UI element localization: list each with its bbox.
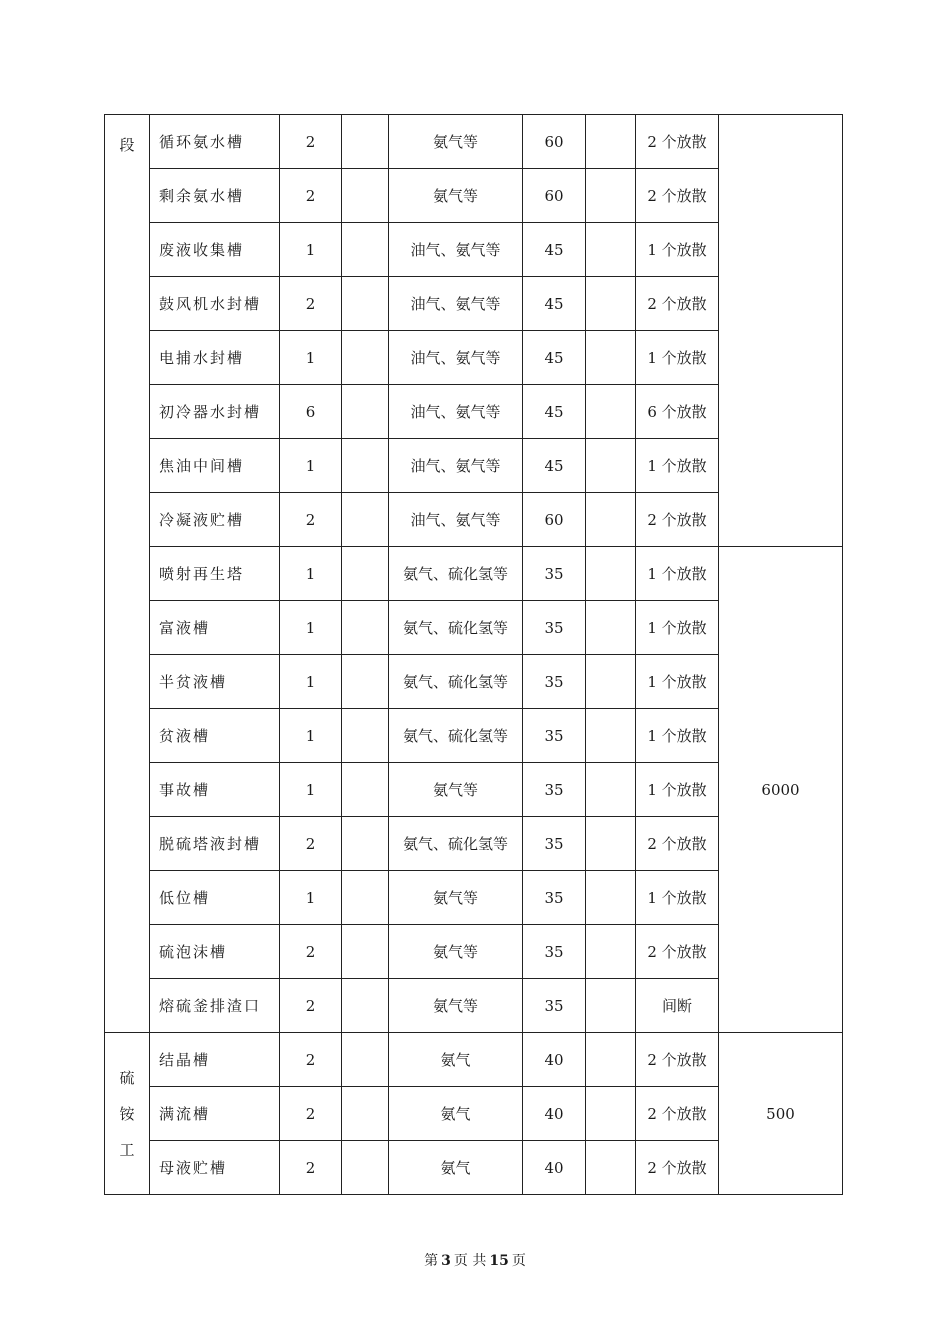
blank-cell <box>586 601 636 655</box>
name-cell: 富液槽 <box>150 601 280 655</box>
vent-cell: 2 个放散 <box>636 277 719 331</box>
temperature-cell: 40 <box>523 1141 586 1195</box>
gas-type-cell: 氨气等 <box>389 763 523 817</box>
vent-cell: 2 个放散 <box>636 1141 719 1195</box>
footer-suffix: 页 <box>511 1253 526 1269</box>
temperature-cell: 45 <box>523 439 586 493</box>
quantity-cell: 6 <box>280 385 342 439</box>
gas-type-cell: 油气、氨气等 <box>389 331 523 385</box>
blank-cell <box>342 385 389 439</box>
name-cell: 结晶槽 <box>150 1033 280 1087</box>
quantity-cell: 2 <box>280 1087 342 1141</box>
blank-cell <box>342 763 389 817</box>
vent-cell: 间断 <box>636 979 719 1033</box>
gas-type-cell: 氨气 <box>389 1033 523 1087</box>
table-row <box>105 115 843 169</box>
blank-cell <box>586 493 636 547</box>
gas-type-cell: 油气、氨气等 <box>389 439 523 493</box>
quantity-cell: 1 <box>280 331 342 385</box>
group-total-cell: 6000 <box>719 547 843 1033</box>
name-cell: 初冷器水封槽 <box>150 385 280 439</box>
temperature-cell: 35 <box>523 871 586 925</box>
quantity-cell: 1 <box>280 763 342 817</box>
name-cell: 循环氨水槽 <box>150 115 280 169</box>
blank-cell <box>586 439 636 493</box>
blank-cell <box>586 925 636 979</box>
blank-cell <box>586 115 636 169</box>
quantity-cell: 1 <box>280 439 342 493</box>
section-label <box>105 1033 150 1195</box>
name-cell: 满流槽 <box>150 1087 280 1141</box>
name-cell: 喷射再生塔 <box>150 547 280 601</box>
gas-type-cell: 油气、氨气等 <box>389 385 523 439</box>
quantity-cell: 1 <box>280 223 342 277</box>
temperature-cell: 45 <box>523 277 586 331</box>
vent-cell: 6 个放散 <box>636 385 719 439</box>
temperature-cell: 40 <box>523 1033 586 1087</box>
blank-cell <box>586 223 636 277</box>
temperature-cell: 35 <box>523 925 586 979</box>
name-cell: 母液贮槽 <box>150 1141 280 1195</box>
quantity-cell: 2 <box>280 493 342 547</box>
quantity-cell: 1 <box>280 871 342 925</box>
group-total-cell <box>719 115 843 547</box>
blank-cell <box>586 871 636 925</box>
vent-cell: 2 个放散 <box>636 493 719 547</box>
section-label-char: 段 <box>119 136 135 154</box>
section-label-char: 铵 <box>119 1104 135 1123</box>
blank-cell <box>342 601 389 655</box>
name-cell: 熔硫釜排渣口 <box>150 979 280 1033</box>
quantity-cell: 1 <box>280 601 342 655</box>
gas-type-cell: 氨气等 <box>389 115 523 169</box>
name-cell: 硫泡沫槽 <box>150 925 280 979</box>
quantity-cell: 2 <box>280 169 342 223</box>
blank-cell <box>342 439 389 493</box>
temperature-cell: 45 <box>523 385 586 439</box>
footer-page-number: 3 <box>441 1253 451 1269</box>
table-body <box>105 115 843 1195</box>
temperature-cell: 35 <box>523 763 586 817</box>
gas-type-cell: 氨气 <box>389 1087 523 1141</box>
gas-type-cell: 氨气等 <box>389 871 523 925</box>
vent-cell: 2 个放散 <box>636 169 719 223</box>
vent-cell: 1 个放散 <box>636 763 719 817</box>
blank-cell <box>342 1033 389 1087</box>
vent-cell: 2 个放散 <box>636 1087 719 1141</box>
group-total-cell: 500 <box>719 1033 843 1195</box>
name-cell: 剩余氨水槽 <box>150 169 280 223</box>
footer-prefix: 第 <box>424 1253 439 1269</box>
name-cell: 事故槽 <box>150 763 280 817</box>
blank-cell <box>586 385 636 439</box>
quantity-cell: 2 <box>280 817 342 871</box>
gas-type-cell: 氨气、硫化氢等 <box>389 817 523 871</box>
blank-cell <box>342 115 389 169</box>
quantity-cell: 2 <box>280 1033 342 1087</box>
section-label-char: 工 <box>119 1140 135 1159</box>
quantity-cell: 2 <box>280 979 342 1033</box>
vent-cell: 1 个放散 <box>636 331 719 385</box>
quantity-cell: 2 <box>280 925 342 979</box>
quantity-cell: 2 <box>280 115 342 169</box>
vent-cell: 1 个放散 <box>636 439 719 493</box>
blank-cell <box>342 979 389 1033</box>
vent-cell: 1 个放散 <box>636 223 719 277</box>
footer-total-pages: 15 <box>489 1253 509 1269</box>
blank-cell <box>586 331 636 385</box>
name-cell: 鼓风机水封槽 <box>150 277 280 331</box>
blank-cell <box>342 871 389 925</box>
table-row <box>105 547 843 601</box>
temperature-cell: 60 <box>523 115 586 169</box>
blank-cell <box>586 655 636 709</box>
blank-cell <box>342 1087 389 1141</box>
gas-type-cell: 油气、氨气等 <box>389 223 523 277</box>
vent-cell: 1 个放散 <box>636 709 719 763</box>
quantity-cell: 2 <box>280 1141 342 1195</box>
page-footer <box>0 1250 950 1270</box>
temperature-cell: 35 <box>523 817 586 871</box>
temperature-cell: 35 <box>523 655 586 709</box>
blank-cell <box>586 817 636 871</box>
name-cell: 半贫液槽 <box>150 655 280 709</box>
gas-type-cell: 氨气、硫化氢等 <box>389 709 523 763</box>
emission-source-table <box>104 114 843 1195</box>
name-cell: 冷凝液贮槽 <box>150 493 280 547</box>
name-cell: 低位槽 <box>150 871 280 925</box>
blank-cell <box>342 169 389 223</box>
blank-cell <box>342 817 389 871</box>
quantity-cell: 1 <box>280 547 342 601</box>
vent-cell: 2 个放散 <box>636 925 719 979</box>
temperature-cell: 40 <box>523 1087 586 1141</box>
vent-cell: 1 个放散 <box>636 547 719 601</box>
footer-mid: 页 共 <box>453 1253 487 1269</box>
gas-type-cell: 氨气 <box>389 1141 523 1195</box>
temperature-cell: 35 <box>523 547 586 601</box>
temperature-cell: 45 <box>523 223 586 277</box>
gas-type-cell: 氨气、硫化氢等 <box>389 601 523 655</box>
gas-type-cell: 氨气、硫化氢等 <box>389 547 523 601</box>
quantity-cell: 2 <box>280 277 342 331</box>
quantity-cell: 1 <box>280 709 342 763</box>
vent-cell: 1 个放散 <box>636 871 719 925</box>
blank-cell <box>342 547 389 601</box>
blank-cell <box>342 331 389 385</box>
vent-cell: 2 个放散 <box>636 115 719 169</box>
temperature-cell: 45 <box>523 331 586 385</box>
blank-cell <box>586 763 636 817</box>
table-row <box>105 1033 843 1087</box>
blank-cell <box>586 1033 636 1087</box>
vent-cell: 2 个放散 <box>636 817 719 871</box>
temperature-cell: 35 <box>523 709 586 763</box>
vent-cell: 1 个放散 <box>636 655 719 709</box>
blank-cell <box>586 709 636 763</box>
blank-cell <box>586 277 636 331</box>
gas-type-cell: 油气、氨气等 <box>389 493 523 547</box>
name-cell: 电捕水封槽 <box>150 331 280 385</box>
blank-cell <box>342 223 389 277</box>
blank-cell <box>586 547 636 601</box>
vent-cell: 2 个放散 <box>636 1033 719 1087</box>
blank-cell <box>586 169 636 223</box>
section-label-char: 硫 <box>119 1068 135 1087</box>
name-cell: 脱硫塔液封槽 <box>150 817 280 871</box>
gas-type-cell: 氨气等 <box>389 169 523 223</box>
name-cell: 废液收集槽 <box>150 223 280 277</box>
gas-type-cell: 氨气等 <box>389 979 523 1033</box>
temperature-cell: 60 <box>523 169 586 223</box>
gas-type-cell: 氨气等 <box>389 925 523 979</box>
temperature-cell: 60 <box>523 493 586 547</box>
blank-cell <box>342 925 389 979</box>
temperature-cell: 35 <box>523 601 586 655</box>
gas-type-cell: 油气、氨气等 <box>389 277 523 331</box>
quantity-cell: 1 <box>280 655 342 709</box>
section-label <box>105 115 150 1033</box>
blank-cell <box>586 1087 636 1141</box>
blank-cell <box>342 709 389 763</box>
vent-cell: 1 个放散 <box>636 601 719 655</box>
blank-cell <box>342 1141 389 1195</box>
temperature-cell: 35 <box>523 979 586 1033</box>
blank-cell <box>586 979 636 1033</box>
blank-cell <box>586 1141 636 1195</box>
name-cell: 焦油中间槽 <box>150 439 280 493</box>
blank-cell <box>342 277 389 331</box>
gas-type-cell: 氨气、硫化氢等 <box>389 655 523 709</box>
blank-cell <box>342 493 389 547</box>
blank-cell <box>342 655 389 709</box>
name-cell: 贫液槽 <box>150 709 280 763</box>
